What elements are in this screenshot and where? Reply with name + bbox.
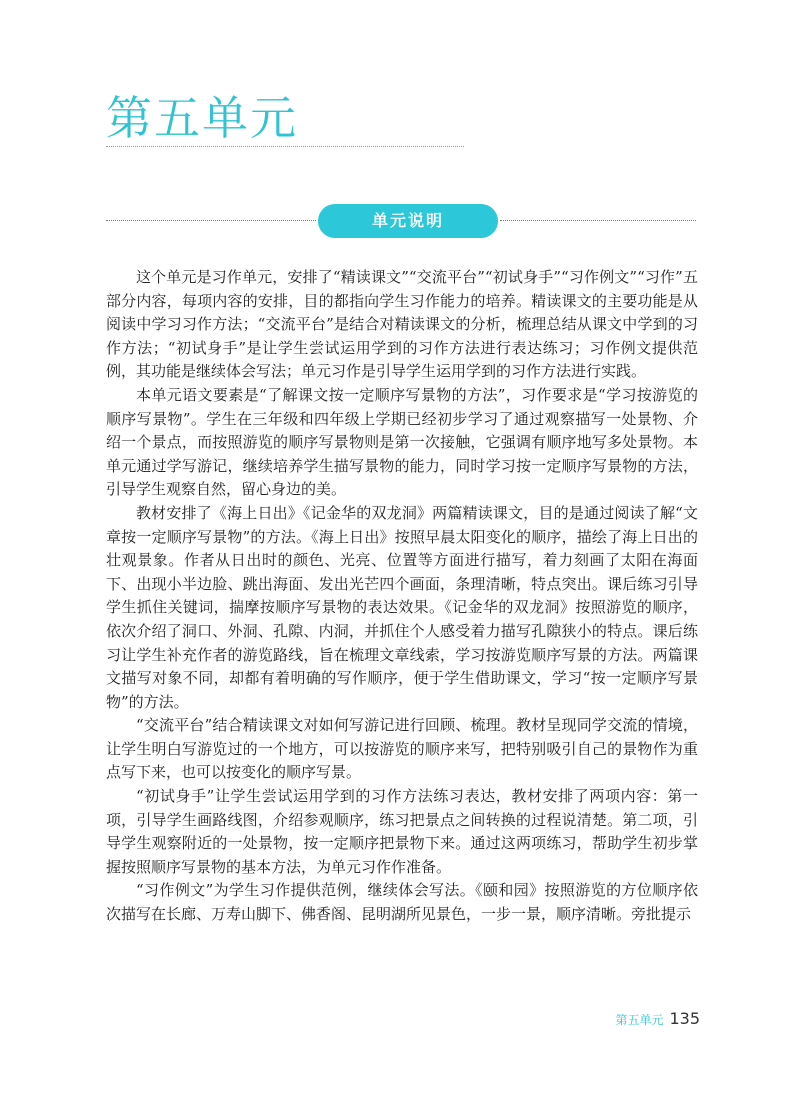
body-text (106, 266, 698, 927)
paragraph-5: “初试身手”让学生尝试运用学到的习作方法练习表达，教材安排了两项内容：第一项，引导学生画路线图，介绍参观顺序，练习把景点之间转换的过程说清楚。第二项，引导学生观察附近的一处景物，按一定顺序把景物下来。通过这两项练习，帮助学生初步掌握按照顺序写景物的基本方法，为单元习作作准备。 (106, 787, 698, 876)
paragraph-2: 本单元语文要素是“了解课文按一定顺序写景物的方法”，习作要求是“学习按游览的顺序写景物”。学生在三年级和四年级上学期已经初步学习了通过观察描写一处景物、介绍一个景点，而按照游览的顺序写景物则是第一次接触，它强调有顺序地写多处景物。本单元通过学写游记，继续培养学生描写景物的能力，同时学习按一定顺序写景物的方法，引导学生观察自然，留心身边的美。 (106, 385, 698, 499)
section-divider-right (500, 220, 696, 221)
unit-title: 第五单元 (106, 91, 298, 145)
page-footer (615, 1009, 700, 1028)
paragraph-6: “习作例文”为学生习作提供范例，继续体会写法。《颐和园》按照游览的方位顺序依次描写在长廊、万寿山脚下、佛香阁、昆明湖所见景色，一步一景，顺序清晰。旁批提示 (106, 881, 698, 924)
paragraph-3: 教材安排了《海上日出》《记金华的双龙洞》两篇精读课文，目的是通过阅读了解“文章按一定顺序写景物”的方法。《海上日出》按照早晨太阳变化的顺序，描绘了海上日出的壮观景象。作者从日出时的颜色、光亮、位置等方面进行描写，着力刻画了太阳在海面下、出现小半边脸、跳出海面、发出光芒四个画面，条理清晰，特点突出。课后练习引导学生抓住关键词，揣摩按顺序写景物的表达效果。《记金华的双龙洞》按照游览的顺序，依次介绍了洞口、外洞、孔隙、内洞，并抓住个人感受着力描写孔隙狭小的特点。课后练习让学生补充作者的游览路线，旨在梳理文章线索，学习按游览顺序写景的方法。两篇课文描写对象不同，却都有着明确的写作顺序，便于学生借助课文，学习“按一定顺序写景物”的方法。 (106, 503, 698, 711)
paragraph-1: 这个单元是习作单元，安排了“精读课文”“交流平台”“初试身手”“习作例文”“习作”五部分内容，每项内容的安排，目的都指向学生习作能力的培养。精读课文的主要功能是从阅读中学习习作方法；“交流平台”是结合对精读课文的分析，梳理总结从课文中学到的习作方法；“初试身手”是让学生尝试运用学到的习作方法进行表达练习；习作例文提供范例，其功能是继续体会写法；单元习作是引导学生运用学到的习作方法进行实践。 (106, 268, 698, 381)
paragraph-4: “交流平台”结合精读课文对如何写游记进行回顾、梳理。教材呈现同学交流的情境，让学生明白写游览过的一个地方，可以按游览的顺序来写，把特别吸引自己的景物作为重点写下来，也可以按变化的顺序写景。 (106, 716, 698, 782)
footer-unit-label: 第五单元 (615, 1013, 664, 1027)
section-badge: 单元说明 (318, 204, 498, 238)
page-number: 135 (669, 1009, 700, 1028)
title-divider (106, 146, 464, 147)
section-divider-left (106, 220, 316, 221)
